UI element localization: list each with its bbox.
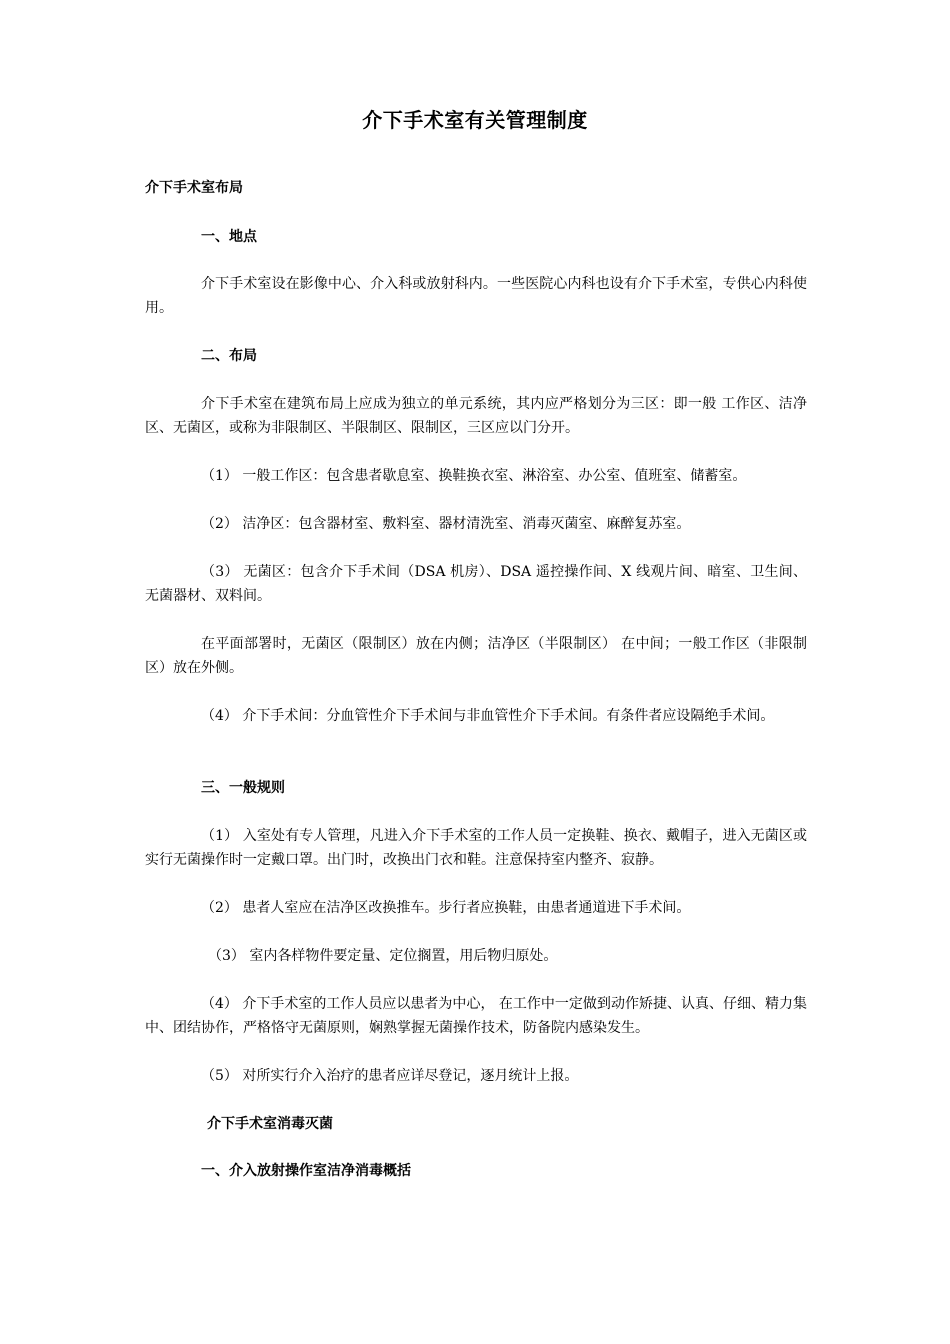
paragraph-location: 介下手术室设在影像中心、介入科或放射科内。一些医院心内科也设有介下手术室，专供心内科使用。 xyxy=(145,276,807,316)
rule-item-5: （5） 对所实行介入治疗的患者应详尽登记，逐月统计上报。 xyxy=(201,1068,579,1084)
list-item-clean-area: （2） 洁净区：包含器材室、敷料室、器材清洗室、消毒灭菌室、麻醉复苏室。 xyxy=(201,516,691,532)
rule-item-1: （1） 入室处有专人管理，凡进入介下手术室的工作人员一定换鞋、换衣、戴帽子，进入无菌区或实行无菌操作时一定戴口罩。出门时，改换出门衣和鞋。注意保持室内整齐、寂静。 xyxy=(145,828,807,868)
rule-item-2: （2） 患者人室应在洁净区改换推车。步行者应换鞋，由患者通道进下手术间。 xyxy=(201,900,691,916)
rule-item-4: （4） 介下手术室的工作人员应以患者为中心， 在工作中一定做到动作矫捷、认真、仔细、精力集中、团结协作，严格恪守无菌原则，娴熟掌握无菌操作技术，防备院内感染发生。 xyxy=(145,996,807,1036)
subheading-layout: 二、布局 xyxy=(201,348,257,364)
subheading-disinfection-overview: 一、介入放射操作室洁净消毒概括 xyxy=(201,1163,411,1179)
section-heading-layout: 介下手术室布局 xyxy=(145,180,243,196)
section-heading-disinfection: 介下手术室消毒灭菌 xyxy=(207,1116,333,1132)
rule-item-3: （3） 室内各样物件要定量、定位搁置，用后物归原处。 xyxy=(208,948,558,964)
list-item-general-area: （1） 一般工作区：包含患者歇息室、换鞋换衣室、淋浴室、办公室、值班室、储蓄室。 xyxy=(201,468,747,484)
page-title: 介下手术室有关管理制度 xyxy=(362,108,588,132)
paragraph-layout-intro: 介下手术室在建筑布局上应成为独立的单元系统，其内应严格划分为三区：即一般 工作区、洁净区、无菌区，或称为非限制区、半限制区、限制区，三区应以门分开。 xyxy=(145,396,807,436)
list-item-operating-room: （4） 介下手术间：分血管性介下手术间与非血管性介下手术间。有条件者应设隔绝手术间。 xyxy=(201,708,775,724)
list-item-sterile-area: （3） 无菌区：包含介下手术间（DSA 机房）、DSA 遥控操作间、X 线观片间、暗室、卫生间、无菌器材、双料间。 xyxy=(145,564,807,604)
subheading-rules: 三、一般规则 xyxy=(201,780,285,796)
paragraph-placement: 在平面部署时，无菌区（限制区）放在内侧；洁净区（半限制区） 在中间；一般工作区（非限制区）放在外侧。 xyxy=(145,636,807,676)
subheading-location: 一、地点 xyxy=(201,229,257,245)
